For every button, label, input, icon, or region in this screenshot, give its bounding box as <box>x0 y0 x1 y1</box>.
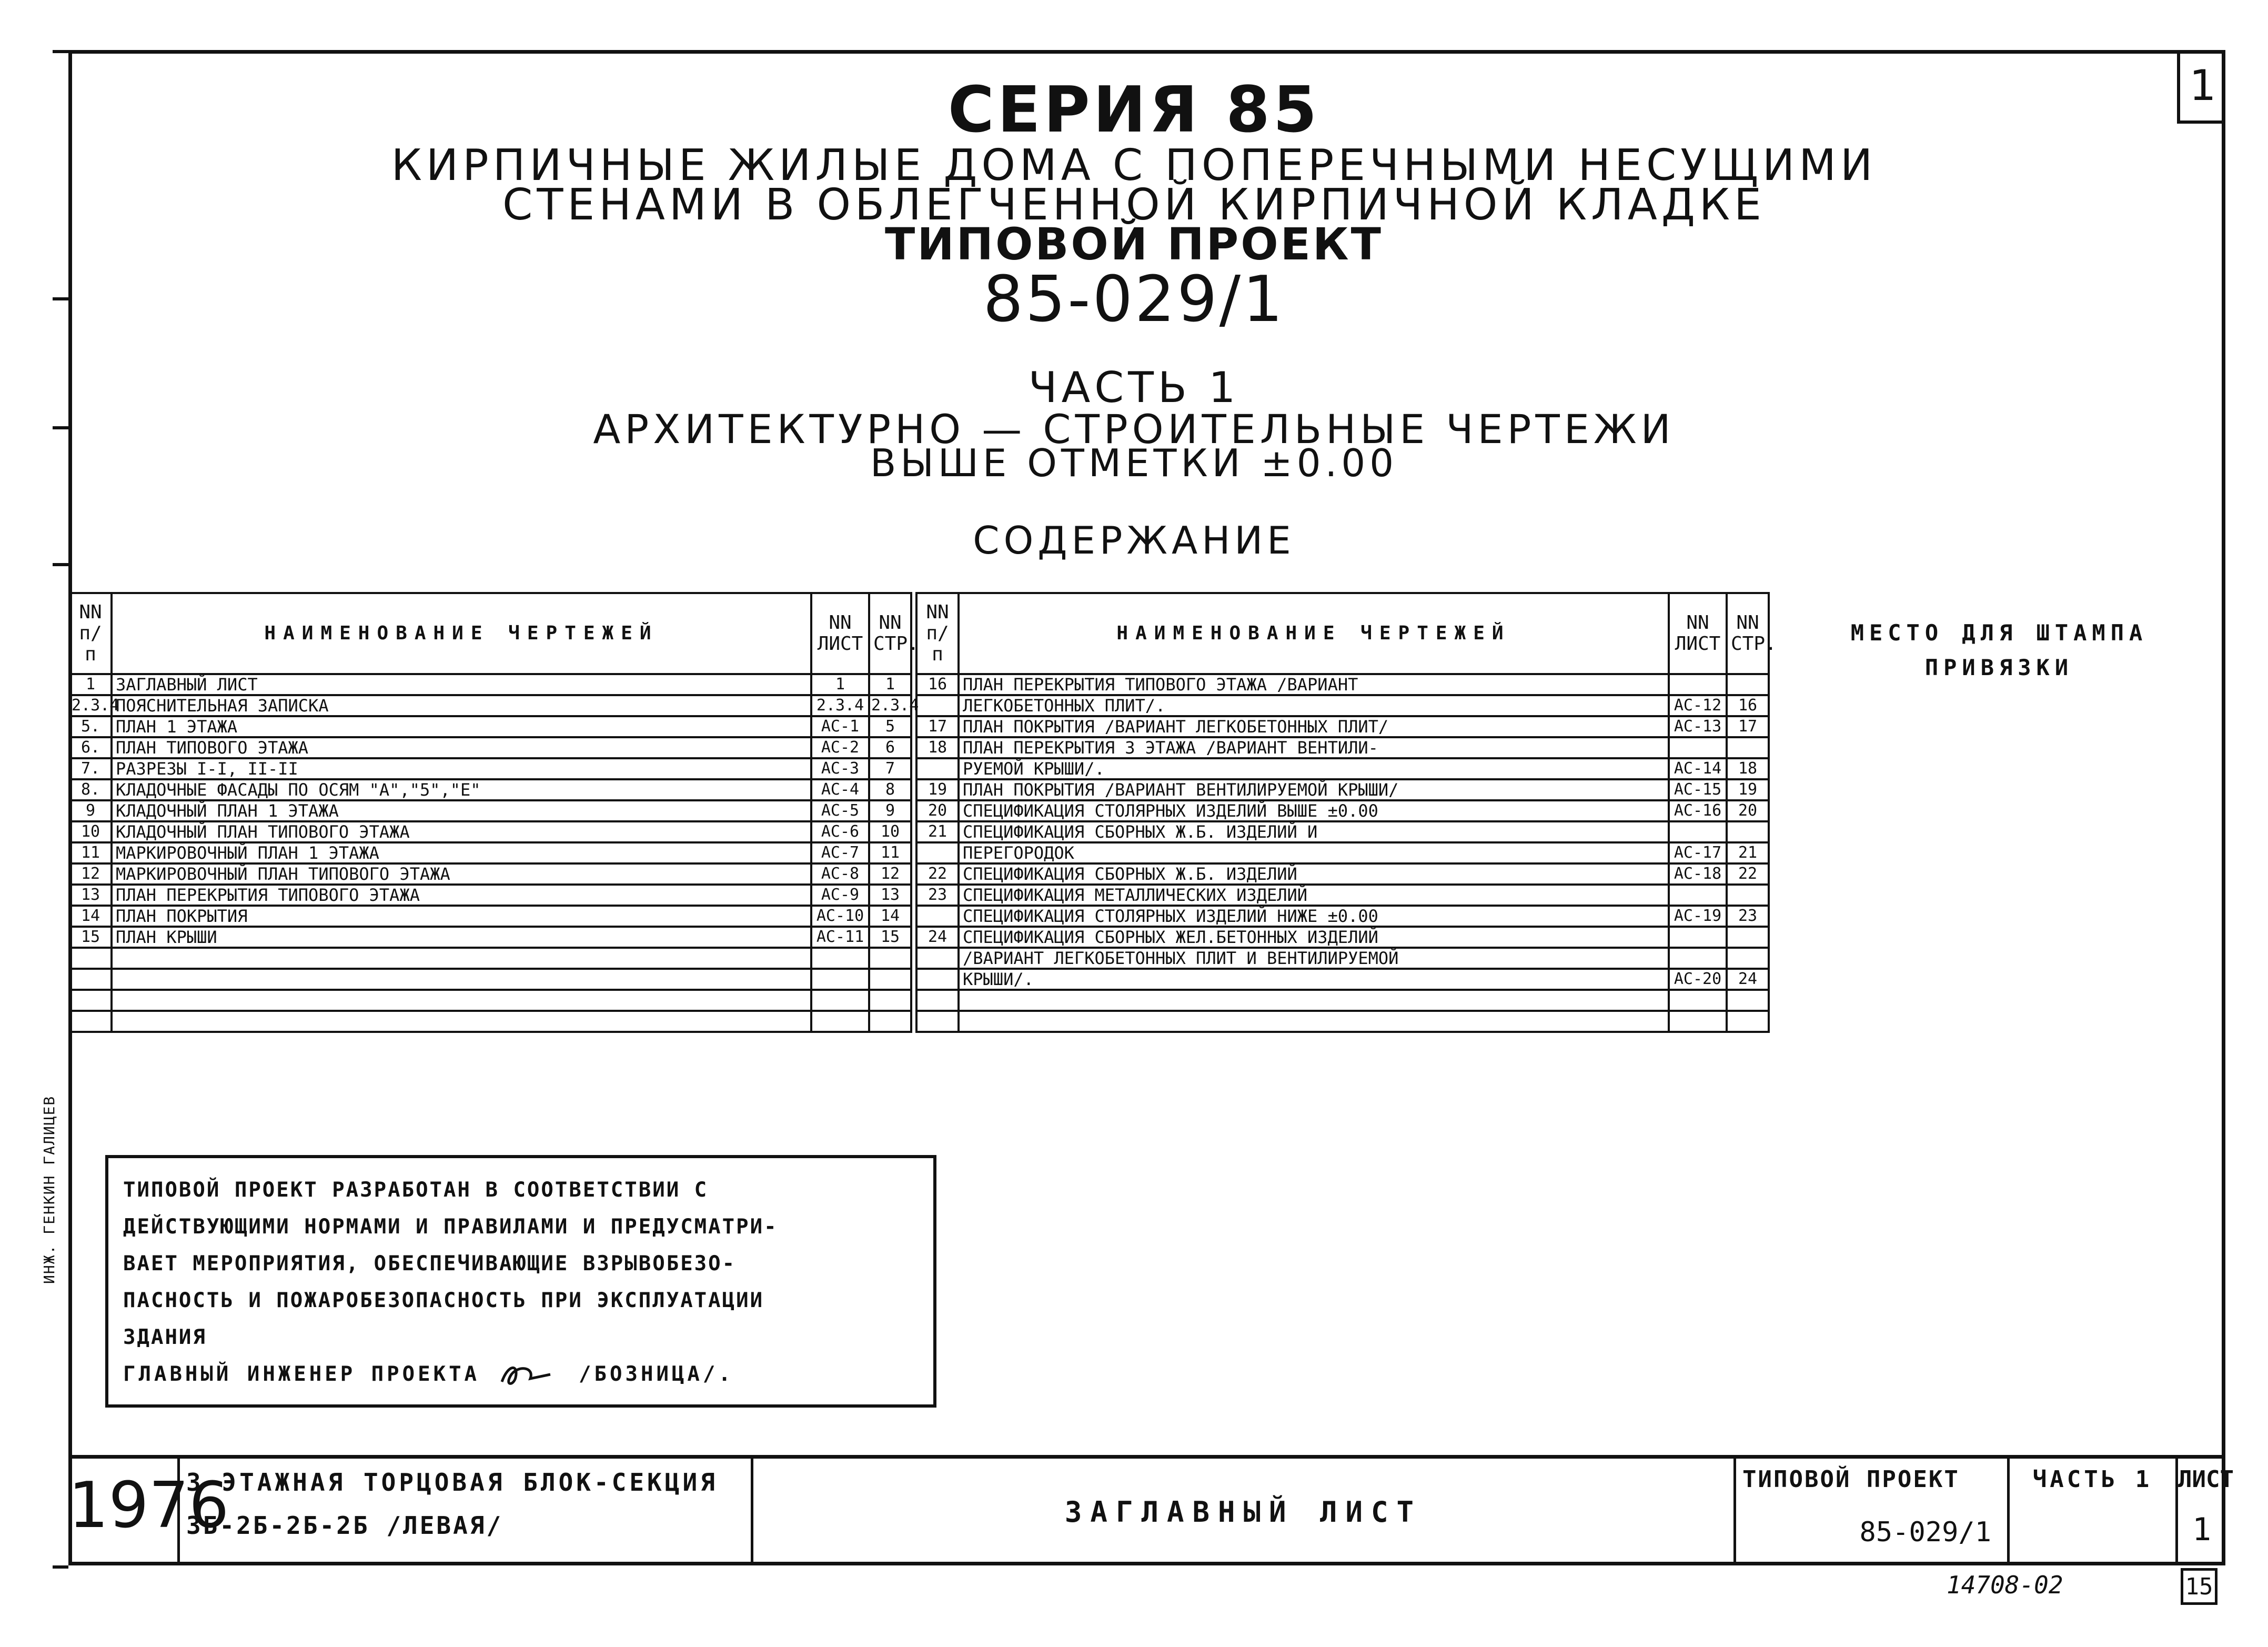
row-sheet: АС-14 <box>1669 758 1727 779</box>
contents-row <box>69 779 911 800</box>
row-sheet: АС-8 <box>811 863 869 885</box>
row-page: 20 <box>1727 800 1769 821</box>
row-name: /ВАРИАНТ ЛЕГКОБЕТОННЫХ ПЛИТ И ВЕНТИЛИРУЕМОЙ <box>959 948 1669 969</box>
row-page: 12 <box>869 863 911 885</box>
contents-row <box>916 716 1769 737</box>
row-page <box>869 1011 911 1032</box>
contents-row <box>916 737 1769 758</box>
sheet-corner-number: 1 <box>2189 61 2216 110</box>
tb-sheet-cell <box>2178 1459 2234 1565</box>
edge-tick <box>53 1565 68 1569</box>
row-page: 15 <box>869 927 911 948</box>
contents-row <box>916 948 1769 969</box>
part-number: ЧАСТЬ 1 <box>1028 363 1240 412</box>
row-name: ЛЕГКОБЕТОННЫХ ПЛИТ/. <box>959 695 1669 716</box>
contents-row <box>69 674 911 695</box>
side-approval-label <box>32 884 68 1284</box>
row-page <box>1727 990 1769 1011</box>
row-page: 14 <box>869 906 911 927</box>
row-page: 17 <box>1727 716 1769 737</box>
note-line: ЗДАНИЯ <box>123 1325 207 1349</box>
contents-row <box>916 800 1769 821</box>
row-sheet: АС-6 <box>811 821 869 842</box>
row-sheet: АС-18 <box>1669 863 1727 885</box>
page-number-box <box>2181 1568 2217 1605</box>
contents-row <box>69 948 911 969</box>
row-num: 13 <box>69 885 112 906</box>
row-sheet: АС-16 <box>1669 800 1727 821</box>
row-sheet: АС-7 <box>811 842 869 863</box>
contents-row <box>916 906 1769 927</box>
header-name: НАИМЕНОВАНИЕ ЧЕРТЕЖЕЙ <box>959 593 1669 674</box>
contents-row <box>916 863 1769 885</box>
row-name: СПЕЦИФИКАЦИЯ СБОРНЫХ Ж.Б. ИЗДЕЛИЙ И <box>959 821 1669 842</box>
tb-object-cell <box>180 1459 753 1565</box>
header-sheet: NN ЛИСТ <box>811 593 869 674</box>
row-num: 16 <box>916 674 959 695</box>
row-num: 6. <box>69 737 112 758</box>
row-page: 1 <box>869 674 911 695</box>
edge-tick <box>53 50 68 53</box>
row-name <box>112 1011 811 1032</box>
contents-row <box>69 969 911 990</box>
row-num: 19 <box>916 779 959 800</box>
row-sheet <box>1669 948 1727 969</box>
row-page <box>869 948 911 969</box>
row-sheet <box>1669 1011 1727 1032</box>
row-sheet <box>811 1011 869 1032</box>
row-sheet <box>811 948 869 969</box>
row-num <box>916 1011 959 1032</box>
contents-row <box>69 737 911 758</box>
row-num <box>916 695 959 716</box>
row-num <box>69 969 112 990</box>
row-name <box>959 1011 1669 1032</box>
contents-row <box>69 863 911 885</box>
row-name: СПЕЦИФИКАЦИЯ СБОРНЫХ Ж.Б. ИЗДЕЛИЙ <box>959 863 1669 885</box>
stamp-placeholder-line1: МЕСТО ДЛЯ ШТАМПА <box>1850 620 2148 646</box>
row-name <box>112 948 811 969</box>
tb-project-cell <box>1736 1459 2010 1565</box>
row-sheet: АС-13 <box>1669 716 1727 737</box>
series-title-line1: КИРПИЧНЫЕ ЖИЛЫЕ ДОМА С ПОПЕРЕЧНЫМИ НЕСУЩИМИ <box>391 140 1877 190</box>
row-num: 11 <box>69 842 112 863</box>
row-page: 7 <box>869 758 911 779</box>
tb-sheet-label: ЛИСТ <box>2178 1466 2234 1493</box>
row-num: 8. <box>69 779 112 800</box>
row-name: ПЛАН ПОКРЫТИЯ /ВАРИАНТ ЛЕГКОБЕТОННЫХ ПЛИТ/ <box>959 716 1669 737</box>
row-name: СПЕЦИФИКАЦИЯ СТОЛЯРНЫХ ИЗДЕЛИЙ ВЫШЕ ±0.00 <box>959 800 1669 821</box>
contents-row <box>916 674 1769 695</box>
contents-row <box>916 969 1769 990</box>
row-sheet: АС-11 <box>811 927 869 948</box>
row-sheet: АС-9 <box>811 885 869 906</box>
contents-row <box>916 821 1769 842</box>
row-name: РАЗРЕЗЫ I-I, II-II <box>112 758 811 779</box>
row-page <box>1727 1011 1769 1032</box>
row-name <box>112 990 811 1011</box>
row-page: 24 <box>1727 969 1769 990</box>
row-num <box>916 948 959 969</box>
row-page: 6 <box>869 737 911 758</box>
row-num <box>916 990 959 1011</box>
row-sheet: АС-1 <box>811 716 869 737</box>
row-page: 8 <box>869 779 911 800</box>
contents-header-row <box>916 593 1769 674</box>
contents-row <box>69 990 911 1011</box>
row-name: КЛАДОЧНЫЙ ПЛАН ТИПОВОГО ЭТАЖА <box>112 821 811 842</box>
row-num: 5. <box>69 716 112 737</box>
row-page <box>1727 927 1769 948</box>
row-sheet <box>811 990 869 1011</box>
row-page: 21 <box>1727 842 1769 863</box>
chief-engineer-line <box>123 1356 923 1393</box>
row-sheet: АС-3 <box>811 758 869 779</box>
contents-row <box>69 716 911 737</box>
tb-project-label: ТИПОВОЙ ПРОЕКТ <box>1742 1466 1960 1493</box>
row-num <box>69 1011 112 1032</box>
row-name: РУЕМОЙ КРЫШИ/. <box>959 758 1669 779</box>
edge-tick <box>53 563 68 566</box>
contents-row <box>916 990 1769 1011</box>
row-num: 9 <box>69 800 112 821</box>
tb-object-line2: 3Б-2Б-2Б-2Б /ЛЕВАЯ/ <box>186 1511 503 1540</box>
note-line: ВАЕТ МЕРОПРИЯТИЯ, ОБЕСПЕЧИВАЮЩИЕ ВЗРЫВОБЕЗО- <box>123 1252 737 1276</box>
row-name: СПЕЦИФИКАЦИЯ СТОЛЯРНЫХ ИЗДЕЛИЙ НИЖЕ ±0.00 <box>959 906 1669 927</box>
contents-row <box>916 885 1769 906</box>
tb-sheet-title: ЗАГЛАВНЫЙ ЛИСТ <box>1064 1495 1423 1529</box>
contents-row <box>916 927 1769 948</box>
row-sheet <box>811 969 869 990</box>
row-sheet <box>1669 737 1727 758</box>
header-page: NN СТР. <box>869 593 911 674</box>
row-page: 2.3.4 <box>869 695 911 716</box>
row-page: 16 <box>1727 695 1769 716</box>
row-num: 15 <box>69 927 112 948</box>
row-num: 7. <box>69 758 112 779</box>
row-num: 23 <box>916 885 959 906</box>
row-name: ПЛАН ТИПОВОГО ЭТАЖА <box>112 737 811 758</box>
row-name: ЗАГЛАВНЫЙ ЛИСТ <box>112 674 811 695</box>
row-num: 21 <box>916 821 959 842</box>
row-name: ПЛАН ПЕРЕКРЫТИЯ ТИПОВОГО ЭТАЖА /ВАРИАНТ <box>959 674 1669 695</box>
row-num: 1 <box>69 674 112 695</box>
row-page: 10 <box>869 821 911 842</box>
contents-row <box>916 695 1769 716</box>
contents-header-row <box>69 593 911 674</box>
title-block <box>68 1455 2234 1565</box>
row-page <box>1727 674 1769 695</box>
header-page: NN СТР. <box>1727 593 1769 674</box>
row-page <box>1727 821 1769 842</box>
tb-year-cell <box>68 1459 229 1565</box>
side-approval-text: ИНЖ. ГЕНКИН ГАЛИЦЕВ <box>41 1095 58 1284</box>
row-name: ПЛАН ПЕРЕКРЫТИЯ 3 ЭТАЖА /ВАРИАНТ ВЕНТИЛИ- <box>959 737 1669 758</box>
contents-row <box>69 885 911 906</box>
header-sheet: NN ЛИСТ <box>1669 593 1727 674</box>
row-sheet <box>1669 990 1727 1011</box>
note-line: ПАСНОСТЬ И ПОЖАРОБЕЗОПАСНОСТЬ ПРИ ЭКСПЛУАТАЦИИ <box>123 1289 764 1312</box>
row-sheet: АС-17 <box>1669 842 1727 863</box>
row-name: ПЛАН 1 ЭТАЖА <box>112 716 811 737</box>
tb-part-label: ЧАСТЬ 1 <box>2032 1466 2153 1493</box>
series-title-line2: СТЕНАМИ В ОБЛЕГЧЕННОЙ КИРПИЧНОЙ КЛАДКЕ <box>502 180 1766 230</box>
header-name: НАИМЕНОВАНИЕ ЧЕРТЕЖЕЙ <box>112 593 811 674</box>
row-page <box>1727 885 1769 906</box>
row-sheet: АС-5 <box>811 800 869 821</box>
row-num <box>916 969 959 990</box>
row-num <box>69 948 112 969</box>
row-name <box>112 969 811 990</box>
header-num: NN п/п <box>69 593 112 674</box>
row-sheet <box>1669 821 1727 842</box>
row-page: 18 <box>1727 758 1769 779</box>
row-sheet: АС-4 <box>811 779 869 800</box>
tb-project-number: 85-029/1 <box>1859 1517 1991 1548</box>
row-num <box>69 990 112 1011</box>
contents-row <box>69 842 911 863</box>
stamp-placeholder-line2: ПРИВЯЗКИ <box>1924 655 2074 680</box>
row-page <box>1727 737 1769 758</box>
row-name: ПЛАН КРЫШИ <box>112 927 811 948</box>
contents-row <box>69 800 911 821</box>
row-num: 2.3.4 <box>69 695 112 716</box>
row-name: СПЕЦИФИКАЦИЯ СБОРНЫХ ЖЕЛ.БЕТОННЫХ ИЗДЕЛИЙ <box>959 927 1669 948</box>
row-sheet: 1 <box>811 674 869 695</box>
row-name: МАРКИРОВОЧНЫЙ ПЛАН ТИПОВОГО ЭТАЖА <box>112 863 811 885</box>
tb-object-line1: 3 ЭТАЖНАЯ ТОРЦОВАЯ БЛОК-СЕКЦИЯ <box>186 1468 718 1497</box>
contents-row <box>69 906 911 927</box>
row-page: 23 <box>1727 906 1769 927</box>
row-name: ПЛАН ПОКРЫТИЯ /ВАРИАНТ ВЕНТИЛИРУЕМОЙ КРЫШИ/ <box>959 779 1669 800</box>
tb-part-cell <box>2010 1459 2178 1565</box>
page-number: 15 <box>2185 1573 2213 1600</box>
row-num: 24 <box>916 927 959 948</box>
row-num: 20 <box>916 800 959 821</box>
row-name: ПОЯСНИТЕЛЬНАЯ ЗАПИСКА <box>112 695 811 716</box>
row-name: МАРКИРОВОЧНЫЙ ПЛАН 1 ЭТАЖА <box>112 842 811 863</box>
contents-row <box>69 695 911 716</box>
row-page: 5 <box>869 716 911 737</box>
contents-row <box>916 1011 1769 1032</box>
row-name <box>959 990 1669 1011</box>
row-sheet <box>1669 927 1727 948</box>
row-page <box>1727 948 1769 969</box>
tb-year: 1976 <box>68 1469 229 1542</box>
project-label: ТИПОВОЙ ПРОЕКТ <box>885 218 1383 270</box>
row-num: 12 <box>69 863 112 885</box>
stamp-placeholder <box>1794 616 2204 685</box>
row-page <box>869 990 911 1011</box>
contents-table-left <box>68 592 919 1033</box>
row-num <box>916 906 959 927</box>
row-page: 19 <box>1727 779 1769 800</box>
row-num: 14 <box>69 906 112 927</box>
contents-row <box>916 842 1769 863</box>
contents-title: СОДЕРЖАНИЕ <box>973 518 1295 563</box>
row-name: СПЕЦИФИКАЦИЯ МЕТАЛЛИЧЕСКИХ ИЗДЕЛИЙ <box>959 885 1669 906</box>
signature-icon <box>498 1359 561 1390</box>
row-sheet: АС-20 <box>1669 969 1727 990</box>
row-page: 13 <box>869 885 911 906</box>
part-title-line1: АРХИТЕКТУРНО — СТРОИТЕЛЬНЫЕ ЧЕРТЕЖИ <box>593 406 1675 453</box>
tb-sheet-number: 1 <box>2192 1511 2212 1548</box>
note-line: ТИПОВОЙ ПРОЕКТ РАЗРАБОТАН В СООТВЕТСТВИИ С <box>123 1178 709 1202</box>
row-name: ПЛАН ПОКРЫТИЯ <box>112 906 811 927</box>
row-sheet: АС-2 <box>811 737 869 758</box>
row-num: 10 <box>69 821 112 842</box>
row-sheet: 2.3.4 <box>811 695 869 716</box>
contents-row <box>69 927 911 948</box>
row-num: 22 <box>916 863 959 885</box>
row-sheet: АС-12 <box>1669 695 1727 716</box>
row-name: ПЛАН ПЕРЕКРЫТИЯ ТИПОВОГО ЭТАЖА <box>112 885 811 906</box>
row-sheet: АС-10 <box>811 906 869 927</box>
row-num <box>916 758 959 779</box>
row-page <box>869 969 911 990</box>
contents-table-right <box>915 592 1777 1033</box>
project-number: 85-029/1 <box>983 263 1285 336</box>
chief-engineer-label: ГЛАВНЫЙ ИНЖЕНЕР ПРОЕКТА <box>123 1362 480 1386</box>
series-title: СЕРИЯ 85 <box>947 74 1321 147</box>
row-num: 18 <box>916 737 959 758</box>
contents-row <box>916 758 1769 779</box>
contents-row <box>916 779 1769 800</box>
row-sheet: АС-15 <box>1669 779 1727 800</box>
row-name: ПЕРЕГОРОДОК <box>959 842 1669 863</box>
row-sheet: АС-19 <box>1669 906 1727 927</box>
part-title-line2: ВЫШЕ ОТМЕТКИ ±0.00 <box>870 441 1398 485</box>
contents-row <box>69 821 911 842</box>
contents-row <box>69 1011 911 1032</box>
row-name: КЛАДОЧНЫЕ ФАСАДЫ ПО ОСЯМ "А","5","Е" <box>112 779 811 800</box>
row-name: КРЫШИ/. <box>959 969 1669 990</box>
row-num <box>916 842 959 863</box>
row-page: 22 <box>1727 863 1769 885</box>
header-num: NN п/п <box>916 593 959 674</box>
project-note <box>105 1155 936 1408</box>
row-num: 17 <box>916 716 959 737</box>
tb-sheet-title-cell <box>753 1459 1736 1565</box>
row-page: 9 <box>869 800 911 821</box>
registration-number: 14708-02 <box>1947 1571 2063 1599</box>
row-sheet <box>1669 885 1727 906</box>
row-sheet <box>1669 674 1727 695</box>
row-page: 11 <box>869 842 911 863</box>
contents-row <box>69 758 911 779</box>
chief-engineer-name: /БОЗНИЦА/. <box>579 1362 734 1386</box>
note-line: ДЕЙСТВУЮЩИМИ НОРМАМИ И ПРАВИЛАМИ И ПРЕДУСМАТРИ- <box>123 1215 778 1239</box>
row-name: КЛАДОЧНЫЙ ПЛАН 1 ЭТАЖА <box>112 800 811 821</box>
